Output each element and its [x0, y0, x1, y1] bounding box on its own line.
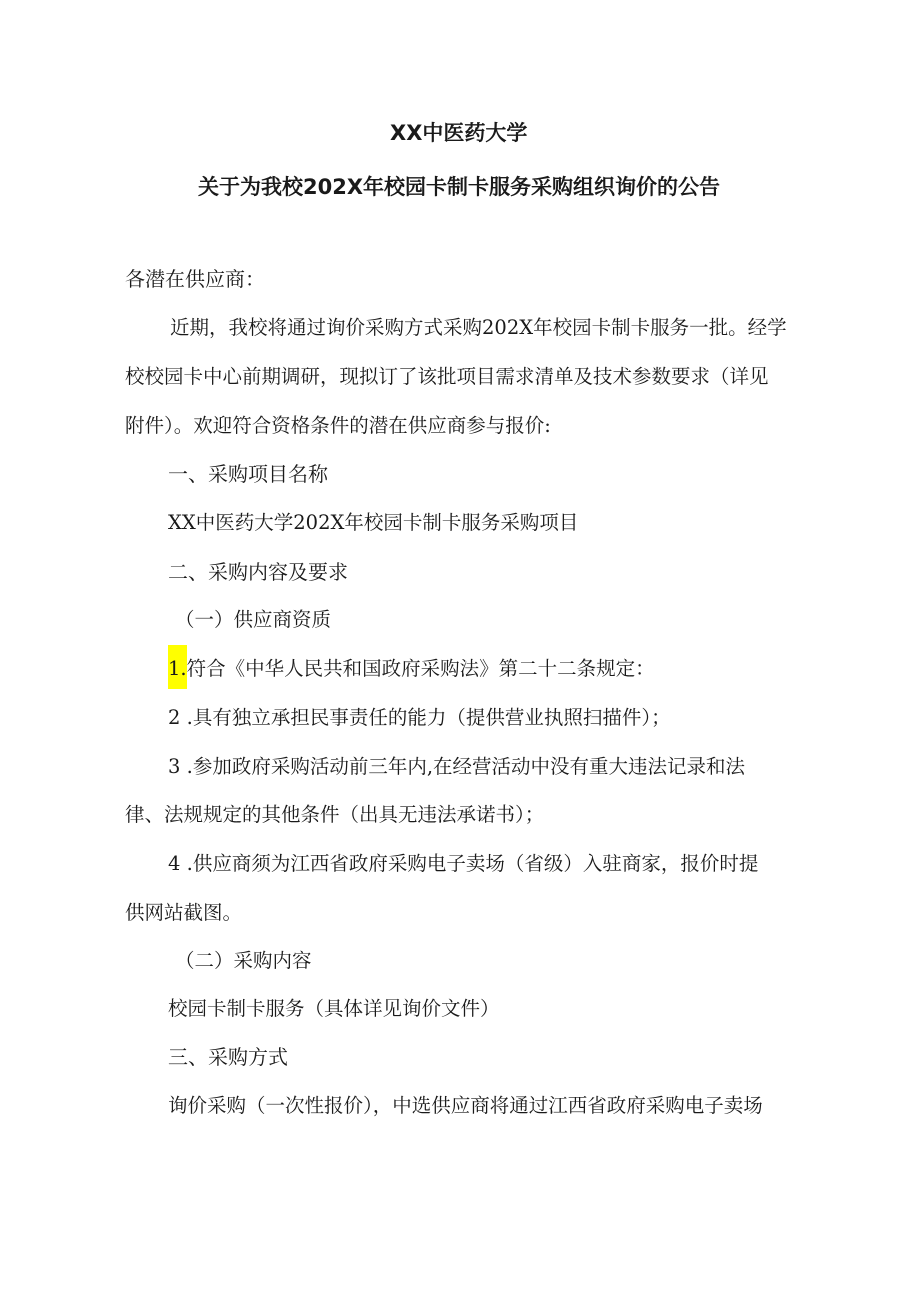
section2-sub2-heading: （二）采购内容: [175, 949, 312, 972]
section2-heading: 二、采购内容及要求: [168, 560, 348, 584]
document-title-line2: 关于为我校202X年校园卡制卡服务采购组织询价的公告: [198, 175, 721, 199]
section3-heading: 三、采购方式: [168, 1045, 288, 1069]
qualification-item-text: 供应商须为江西省政府采购电子卖场（省级）入驻商家，报价时提: [192, 852, 759, 875]
highlighted-number: 1.: [168, 645, 187, 689]
qualification-item-number: 4 .: [168, 852, 193, 875]
qualification-item-4-continued: 供网站截图。: [125, 901, 243, 924]
section2-sub1-heading: （一）供应商资质: [175, 608, 332, 631]
document-title-line1: XX中医药大学: [390, 121, 528, 145]
section1-body: XX中医药大学202X年校园卡制卡服务采购项目: [168, 511, 579, 534]
section1-heading: 一、采购项目名称: [168, 462, 328, 486]
qualification-item-4: [168, 854, 758, 874]
qualification-item-number: 3 .: [168, 755, 193, 778]
qualification-item-1: [168, 659, 655, 689]
intro-line-2: 校校园卡中心前期调研，现拟订了该批项目需求清单及技术参数要求（详见: [125, 365, 769, 388]
qualification-item-text: 具有独立承担民事责任的能力（提供营业执照扫描件）；: [192, 706, 671, 729]
intro-line-1: 近期，我校将通过询价采购方式采购202X年校园卡制卡服务一批。经学: [170, 316, 787, 339]
intro-line-3: 附件）。欢迎符合资格条件的潜在供应商参与报价:: [125, 414, 551, 437]
salutation: 各潜在供应商：: [125, 267, 265, 291]
section3-body: 询价采购（一次性报价），中选供应商将通过江西省政府采购电子卖场: [168, 1094, 763, 1117]
qualification-item-2: [168, 708, 671, 728]
section2-sub2-body: 校园卡制卡服务（具体详见询价文件）: [168, 997, 500, 1020]
qualification-item-text: 参加政府采购活动前三年内,在经营活动中没有重大违法记录和法: [192, 755, 746, 778]
qualification-item-number: 2 .: [168, 706, 193, 729]
qualification-item-3: [168, 757, 745, 777]
qualification-item-3-continued: 律、法规规定的其他条件（出具无违法承诺书）；: [125, 803, 545, 826]
qualification-item-text: 符合《中华人民共和国政府采购法》第二十二条规定：: [186, 657, 655, 680]
